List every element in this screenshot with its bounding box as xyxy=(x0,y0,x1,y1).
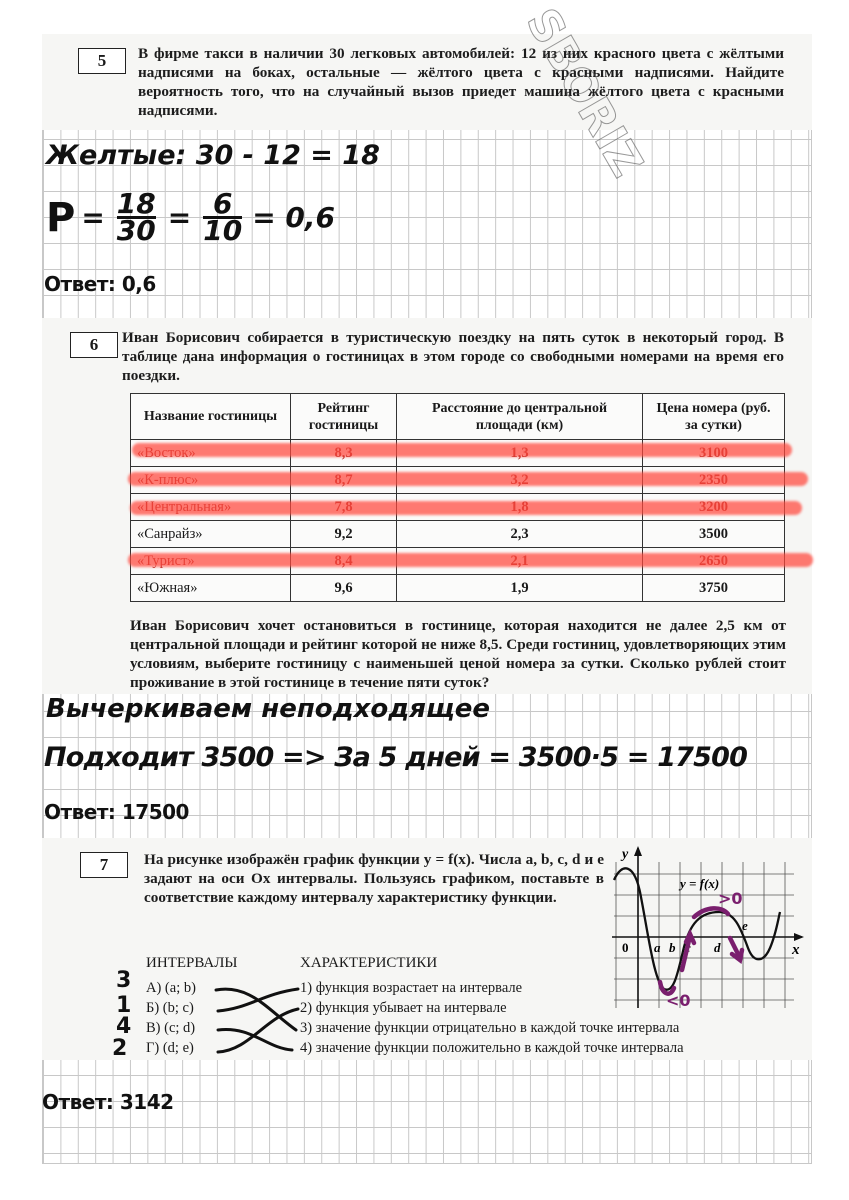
equals-sign: = xyxy=(167,201,192,234)
handwritten-d: 2 xyxy=(112,1036,128,1061)
characteristic-3: 3) значение функции отрицательно в каждой точке интервала xyxy=(300,1020,680,1036)
task6-question: Иван Борисович хочет остановиться в гостинице, которая находится не далее 2,5 км от центральной площади и рейтинг которой не ниже 8,5. Среди гостиниц, удовлетворяющих этим условиям, выберите гостиницу с наименьшей ценой номера за сутки. Сколько рублей стоит проживание в этой гостинице в течение пяти суток? xyxy=(130,617,786,691)
task6-answer: Ответ: 17500 xyxy=(44,800,189,824)
characteristic-2: 2) функция убывает на интервале xyxy=(300,1000,507,1016)
svg-text:x: x xyxy=(792,942,800,958)
result-value: = 0,6 xyxy=(252,201,336,234)
task5-number: 5 xyxy=(78,48,126,74)
task6-solution-line1: Вычеркиваем неподходящее xyxy=(46,694,490,724)
svg-text:<0: <0 xyxy=(666,991,691,1010)
svg-text:y: y xyxy=(622,847,629,862)
watermark: SBORIZ xyxy=(515,0,653,186)
header-price: Цена номера (руб. за сутки) xyxy=(643,394,785,440)
handwritten-b: 1 xyxy=(116,993,132,1018)
interval-a-b: А) (a; b) xyxy=(146,980,196,996)
svg-text:>0: >0 xyxy=(718,889,743,908)
table-row: «Южная» 9,6 1,9 3750 xyxy=(131,575,785,602)
header-distance: Расстояние до центральной площади (км) xyxy=(397,394,643,440)
characteristic-1: 1) функция возрастает на интервале xyxy=(300,980,523,996)
task6-intro: Иван Борисович собирается в туристическую поездку на пять суток в некоторый город. В таблице дана информация о гостиницах в этом городе со свободными номерами на время его поездки. xyxy=(122,329,784,384)
task5-answer: Ответ: 0,6 xyxy=(44,272,156,296)
interval-b-c: Б) (b; c) xyxy=(146,1000,194,1016)
svg-text:b: b xyxy=(669,940,676,955)
probability-symbol: P xyxy=(46,194,76,241)
task6-number: 6 xyxy=(70,332,118,358)
interval-c-d: В) (c; d) xyxy=(146,1020,196,1036)
svg-text:d: d xyxy=(714,940,721,955)
handwritten-a: 3 xyxy=(116,968,132,993)
characteristics-header: ХАРАКТЕРИСТИКИ xyxy=(300,955,438,971)
svg-text:a: a xyxy=(654,940,661,955)
intervals-header: ИНТЕРВАЛЫ xyxy=(146,955,238,971)
svg-text:e: e xyxy=(742,918,748,933)
equals-sign: = xyxy=(81,201,105,234)
svg-text:0: 0 xyxy=(622,940,629,955)
task6-solution-line2: Подходит 3500 => За 5 дней = 3500·5 = 17500 xyxy=(44,742,748,773)
task7-number: 7 xyxy=(80,852,128,878)
task5-solution-line1: Желтые: 30 - 12 = 18 xyxy=(46,140,380,171)
fraction-18-30: $\frac{18}{30}$ xyxy=(116,187,156,247)
header-name: Название гостиницы xyxy=(131,394,291,440)
fraction-6-10: $\frac{6}{10}$ xyxy=(203,187,243,247)
task7-answer: Ответ: 3142 xyxy=(42,1090,174,1114)
task7-text: На рисунке изображён график функции y = f(x). Числа a, b, c, d и e задают на оси Ox интервалы. Пользуясь графиком, поставьте в соответствие каждому интервалу характеристику функции. xyxy=(144,851,604,906)
svg-text:y = f(x): y = f(x) xyxy=(680,876,720,891)
characteristic-4: 4) значение функции положительно в каждой точке интервала xyxy=(300,1040,684,1056)
task5-text: В фирме такси в наличии 30 легковых автомобилей: 12 из них красного цвета с жёлтыми надписями на боках, остальные — жёлтого цвета с красными надписями. Найдите вероятность того, что на случайный вызов приедет машина жёлтого цвета с красными надписями. xyxy=(138,45,784,119)
handwritten-c: 4 xyxy=(116,1014,132,1039)
header-rating: Рейтинг гостиницы xyxy=(291,394,397,440)
interval-d-e: Г) (d; e) xyxy=(146,1040,194,1056)
table-row: «Санрайз» 9,2 2,3 3500 xyxy=(131,521,785,548)
svg-text:c: c xyxy=(685,940,691,955)
